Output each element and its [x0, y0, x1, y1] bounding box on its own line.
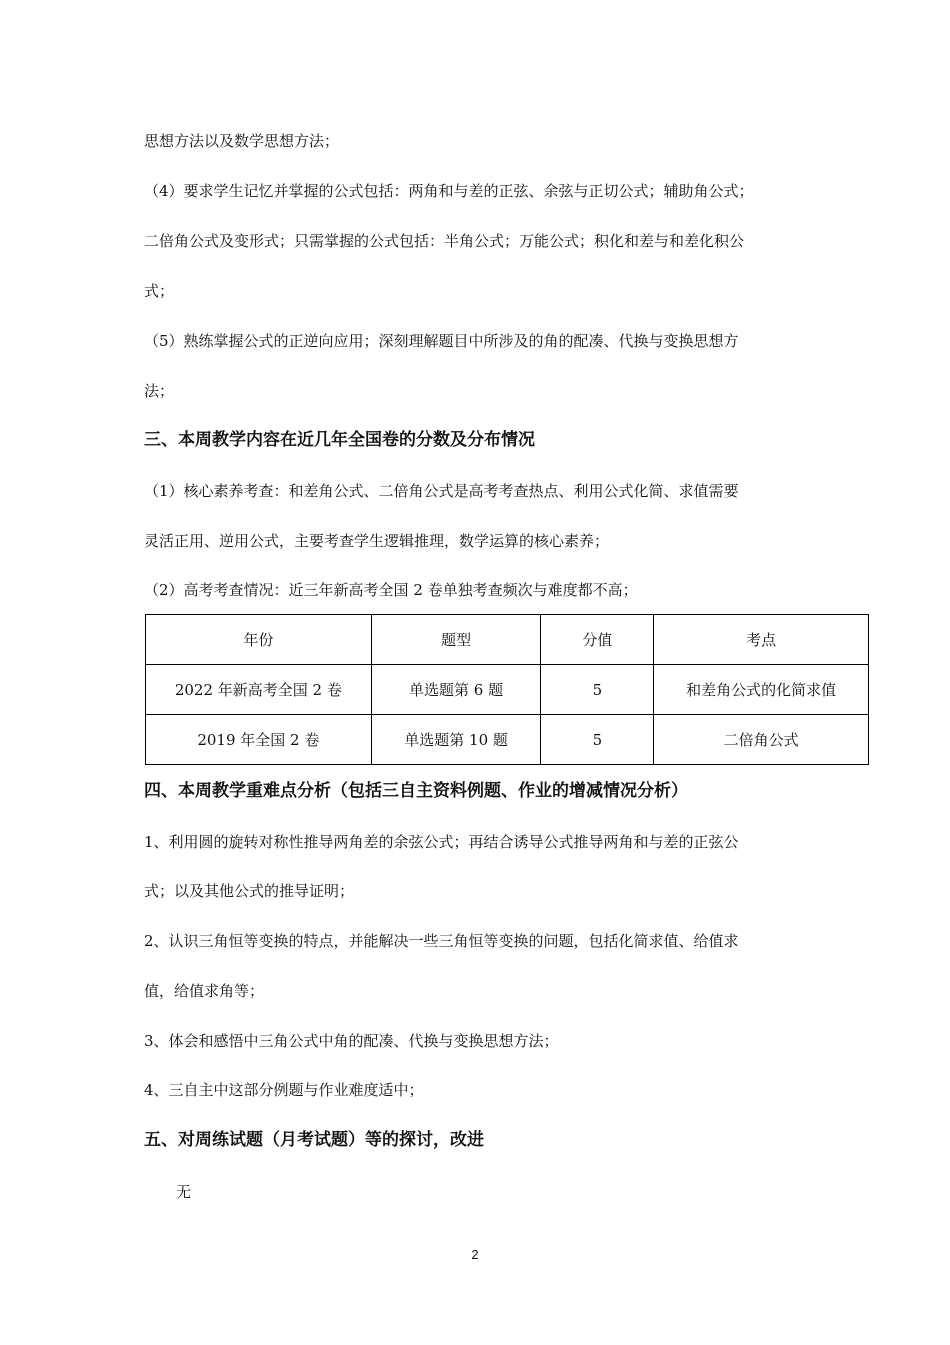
section-4-item-3: 3、体会和感悟中三角公式中角的配凑、代换与变换思想方法；	[144, 1032, 559, 1050]
section-4-item-2-line2: 值，给值求角等；	[144, 982, 265, 1000]
section-4-heading: 四、本周教学重难点分析（包括三自主资料例题、作业的增减情况分析）	[144, 781, 688, 801]
list-item-4-line2: 二倍角公式及变形式；只需掌握的公式包括：半角公式；万能公式；积化和差与和差化积公	[144, 232, 745, 250]
list-item-5-line1: （5）熟练掌握公式的正逆向应用；深刻理解题目中所涉及的角的配凑、代换与变换思想方	[144, 332, 739, 350]
section-5-heading: 五、对周练试题（月考试题）等的探讨，改进	[144, 1130, 484, 1150]
section-3-heading: 三、本周教学内容在近几年全国卷的分数及分布情况	[144, 430, 535, 450]
section-3-item-2-line1: （2）高考考查情况：近三年新高考全国 2 卷单独考查频次与难度都不高；	[144, 581, 638, 599]
section-4-item-1-line2: 式；以及其他公式的推导证明；	[144, 882, 355, 900]
section-3-item-1-line1: （1）核心素养考查：和差角公式、二倍角公式是高考考查热点、利用公式化简、求值需要	[144, 482, 739, 500]
table-cell-score: 5	[541, 715, 654, 765]
paragraph-line: 思想方法以及数学思想方法；	[144, 132, 340, 150]
table-cell-topic: 和差角公式的化简求值	[654, 665, 869, 715]
section-5-content: 无	[176, 1183, 192, 1201]
section-4-item-2-line1: 2、认识三角恒等变换的特点，并能解决一些三角恒等变换的问题，包括化简求值、给值求	[144, 932, 739, 950]
list-item-4-line1: （4）要求学生记忆并掌握的公式包括：两角和与差的正弦、余弦与正切公式；辅助角公式；	[144, 182, 754, 200]
list-item-5-line2: 法；	[144, 382, 175, 400]
section-3-item-1-line2: 灵活正用、逆用公式，主要考查学生逻辑推理，数学运算的核心素养；	[144, 532, 610, 550]
section-4-item-1-line1: 1、利用圆的旋转对称性推导两角差的余弦公式；再结合诱导公式推导两角和与差的正弦公	[144, 833, 739, 851]
table-header-question-type: 题型	[371, 615, 541, 665]
table-cell-year: 2022 年新高考全国 2 卷	[146, 665, 372, 715]
table-row	[146, 665, 869, 715]
list-item-4-line3: 式；	[144, 282, 175, 300]
table-cell-year: 2019 年全国 2 卷	[146, 715, 372, 765]
table-cell-topic: 二倍角公式	[654, 715, 869, 765]
table-header-row	[146, 615, 869, 665]
table-cell-question-type: 单选题第 6 题	[371, 665, 541, 715]
table-cell-score: 5	[541, 665, 654, 715]
section-4-item-4: 4、三自主中这部分例题与作业难度适中；	[144, 1081, 424, 1099]
table-cell-question-type: 单选题第 10 题	[371, 715, 541, 765]
exam-stats-table	[145, 614, 869, 765]
table-header-topic: 考点	[654, 615, 869, 665]
page-number: 2	[471, 1247, 479, 1262]
table-row	[146, 715, 869, 765]
table-header-year: 年份	[146, 615, 372, 665]
table-header-score: 分值	[541, 615, 654, 665]
